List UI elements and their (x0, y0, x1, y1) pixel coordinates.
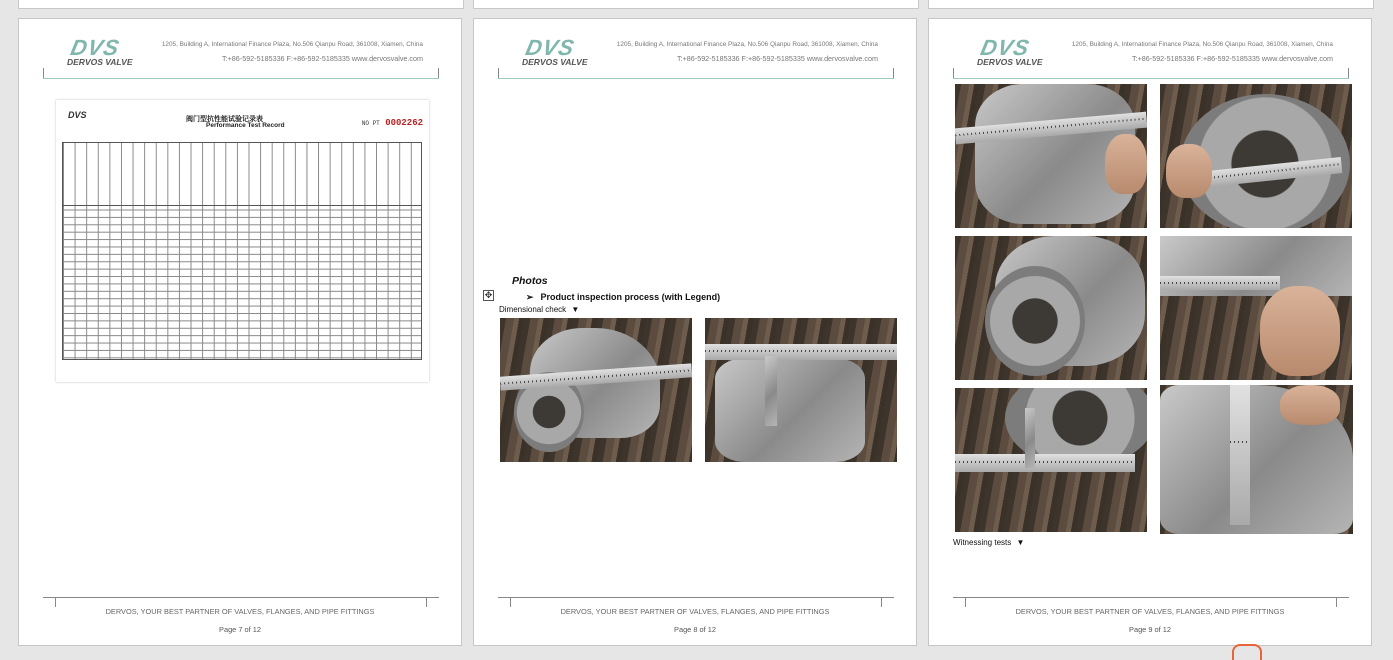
orange-annotation-mark (1232, 644, 1262, 660)
caption-dimensional-check[interactable] (499, 305, 579, 314)
footer-slogan: DERVOS, YOUR BEST PARTNER OF VALVES, FLANGES, AND PIPE FITTINGS (1015, 607, 1285, 616)
header-address: 1205, Building A, International Finance Plaza, No.506 Qianpu Road, 361008, Xiamen, China (616, 41, 878, 48)
record-number-prefix: NO PT (361, 120, 380, 127)
header-contact: T:+86-592-5185336 F:+86-592-5185335 www.dervosvalve.com (677, 54, 878, 63)
footer-rule (953, 597, 1349, 598)
company-logo (522, 35, 592, 69)
header-corner-right (438, 68, 439, 78)
page-number: Page 8 of 12 (674, 625, 716, 634)
photo-dimensional-check-1 (500, 318, 692, 462)
caption-witnessing-tests[interactable] (953, 538, 1024, 547)
footer-corner-right (426, 597, 427, 607)
logo-mark: DVS (68, 35, 123, 60)
logo-mark: DVS (978, 35, 1033, 60)
header-rule (43, 78, 439, 79)
photo-witness-6 (1160, 385, 1353, 534)
bullet-arrow-icon: ➢ (526, 292, 534, 302)
footer-corner-left (55, 597, 56, 607)
footer-corner-left (965, 597, 966, 607)
logo-name: DERVOS VALVE (977, 57, 1043, 67)
page-number: Page 7 of 12 (219, 625, 261, 634)
bullet-text: Product inspection process (with Legend) (540, 292, 721, 302)
record-logo: DVS (68, 110, 87, 120)
footer-corner-left (510, 597, 511, 607)
footer-rule (498, 597, 894, 598)
previous-page-edge-1 (18, 0, 464, 9)
header-corner-right (1348, 68, 1349, 78)
header-contact: T:+86-592-5185336 F:+86-592-5185335 www.dervosvalve.com (1132, 54, 1333, 63)
footer-slogan: DERVOS, YOUR BEST PARTNER OF VALVES, FLANGES, AND PIPE FITTINGS (560, 607, 830, 616)
page-8[interactable] (473, 18, 917, 646)
caption-text: Dimensional check (499, 305, 567, 314)
performance-test-record-scan (56, 100, 429, 382)
header-address: 1205, Building A, International Finance Plaza, No.506 Qianpu Road, 361008, Xiamen, China (1071, 41, 1333, 48)
page-number: Page 9 of 12 (1129, 625, 1171, 634)
bullet-item (526, 292, 720, 303)
caption-text: Witnessing tests (953, 538, 1012, 547)
record-title-cn: 阀门型抗性能试验记录表 (186, 116, 263, 123)
footer-slogan: DERVOS, YOUR BEST PARTNER OF VALVES, FLANGES, AND PIPE FITTINGS (105, 607, 375, 616)
company-logo (977, 35, 1047, 69)
photo-witness-3 (955, 236, 1147, 380)
dropdown-arrow-icon[interactable]: ▼ (1016, 538, 1025, 547)
record-table-header (63, 143, 421, 206)
footer-rule (43, 597, 439, 598)
header-corner-left (953, 68, 954, 78)
record-number (362, 118, 423, 128)
header-rule (953, 78, 1349, 79)
previous-page-edge-3 (928, 0, 1374, 9)
photo-witness-5 (955, 388, 1147, 532)
header-address: 1205, Building A, International Finance Plaza, No.506 Qianpu Road, 361008, Xiamen, China (161, 41, 423, 48)
dropdown-arrow-icon[interactable]: ▼ (571, 305, 580, 314)
logo-name: DERVOS VALVE (67, 57, 133, 67)
header-corner-left (43, 68, 44, 78)
page-9[interactable] (928, 18, 1372, 646)
section-heading: Photos (512, 275, 548, 287)
logo-mark: DVS (523, 35, 578, 60)
previous-page-edge-2 (473, 0, 919, 9)
photo-witness-2 (1160, 84, 1352, 228)
company-logo (67, 35, 137, 69)
record-number-value: 0002262 (385, 118, 423, 128)
footer-corner-right (881, 597, 882, 607)
record-table-grid (62, 142, 422, 360)
record-title-en: Performance Test Record (206, 122, 285, 129)
footer-corner-right (1336, 597, 1337, 607)
header-corner-left (498, 68, 499, 78)
header-rule (498, 78, 894, 79)
photo-witness-4 (1160, 236, 1352, 380)
photo-witness-1 (955, 84, 1147, 228)
page-7[interactable] (18, 18, 462, 646)
header-contact: T:+86-592-5185336 F:+86-592-5185335 www.dervosvalve.com (222, 54, 423, 63)
move-handle-icon[interactable]: ✥ (484, 290, 493, 300)
header-corner-right (893, 68, 894, 78)
logo-name: DERVOS VALVE (522, 57, 588, 67)
photo-dimensional-check-2 (705, 318, 897, 462)
